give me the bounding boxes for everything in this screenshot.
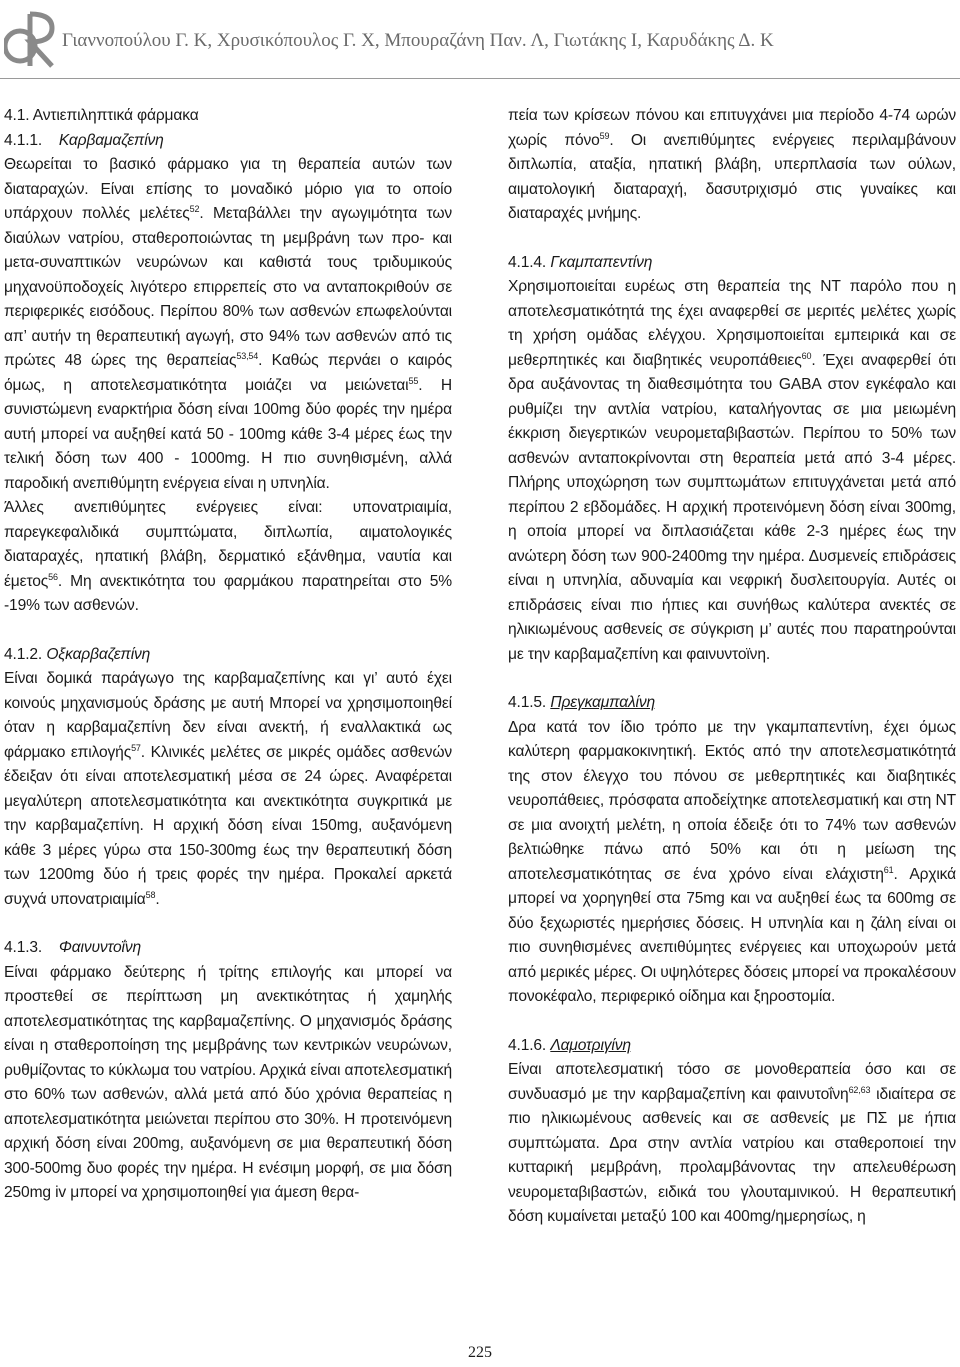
left-column: [4, 104, 452, 1206]
heading-number: 4.1.1.: [4, 131, 43, 149]
section-heading-4-1-4: [508, 251, 956, 276]
paragraph-side-effects: Άλλες ανεπιθύμητες ενέργειες είναι: υπονατριαιμία, παρεγκεφαλιδικά συμπτώματα, διπλωπία, αιματολογικές διαταραχές, ηπατική βλάβη, δερματικό εξάνθημα, ναυτία και έμετος$^{56}$. Μη ανεκτικότητα του φαρμάκου παρατηρείται στο 5% -19% των ασθενών.: [4, 499, 452, 614]
citation: 61: [883, 864, 894, 875]
citation: 52: [189, 204, 200, 214]
heading-number: 4.1.4.: [508, 253, 547, 271]
citation: 58: [145, 889, 156, 900]
citation: 57: [131, 742, 141, 753]
citation: 56: [48, 571, 58, 582]
section-heading-4-1-6: [508, 1034, 956, 1059]
section-heading-4-1: 4.1. Αντιεπιληπτικά φάρμακα: [4, 107, 199, 124]
heading-title: Γκαμπαπεντίνη: [550, 253, 653, 271]
heading-title: Οξκαρβαζεπίνη: [46, 645, 151, 663]
section-heading-4-1-3: [4, 936, 452, 961]
heading-title: Πρεγκαμπαλίνη: [550, 694, 655, 711]
paragraph-gabapentin: Χρησιμοποιείται ευρέως στη θεραπεία της ΝΤ παρόλο που η αποτελεσματικότητά της έχει αναφερθεί σε μεριτές μελέτες χωρίς τη χρήση ομάδας ελέγχου. Χρησιμοποιείται εμπειρικά και σε μεθερπητικές και διαβητικές νευροπάθειες$^{60}$. Έχει αναφερθεί ότι δρα αυξάνοντας τη διαθεσιμότητα του GABA στον εγκέφαλο και ρυθμίζει την αντλία νατρίου, καταλήγοντας σε μια μειωμένη έκκριση διεγερτικών νευρομεταβιβαστών. Περίπου το 50% των ασθενών ανταποκρίνονται στη θεραπεία μετά από 3-4 μέρες. Πλήρης υποχώρηση των συμπτωμάτων επιτυγχάνεται μετά από περίπου 2 εβδομάδες. Η αρχική προτεινόμενη δόση είναι 300mg, η οποία μπορεί να διπλασιάζεται κάθε 2-3 ημέρες έως την ανώτερη δόση των 900-2400mg την ημέρα. Δυσμενείς επιδράσεις είναι η υπνηλία, αδυναμία και νεφρική δυσλειτουργία. Αυτές οι επιδράσεις είναι πιο ήπιες και συνήθως καλύτερα ανεκτές σε ηλικιωμένους ασθενείς σε σύγκριση μ’ αυτές που παρατηρούνται με την καρβαμαζεπίνη και φαινυντοϊνη.: [508, 278, 956, 663]
paragraph-lamotrigine: Είναι αποτελεσματική τόσο σε μονοθεραπεία όσο και σε συνδυασμό με την καρβαμαζεπίνη και φαινυτοΐνη$^{62,63}$ ιδιαίτερα σε πιο ηλικιωμένους ασθενείς και σε ασθενείς με ΠΣ με ήπια συμπτώματα. Δρα στην αντλία νατρίου και σταθεροποιεί την κυτταρική μεμβράνη, προλαμβάνοντας την απελευθέρωση νευρομεταβιβαστών, ειδικά του γλουταμινικού. Η θεραπευτική δόση κυμαίνεται μεταξύ 100 και 400mg/ημερησίως, η: [508, 1061, 956, 1225]
heading-title: Φαινυντοΐνη: [58, 939, 141, 956]
page-header: [0, 0, 960, 79]
header-authors: Γιαννοπούλου Γ. Κ, Χρυσικόπουλος Γ. Χ, Μπουραζάνη Παν. Λ, Γιωτάκης Ι, Καρυδάκης Δ. Κ: [62, 30, 774, 51]
paragraph-phenytoin: Είναι φάρμακο δεύτερης ή τρίτης επιλογής και μπορεί να προστεθεί σε περίπτωση μη ανεκτικότητας ή χαμηλής αποτελεσματικότητας της καρβαμαζεπίνης. Ο μηχανισμός δράσης είναι η σταθεροποίηση της μεμβράνης των κεντρικών νευρώνων, ρυθμίζοντας το κύκλωμα του νατρίου. Αρχικά είναι αποτελεσματική στο 60% των ασθενών, αλλά μετά από δύο χρόνια θεραπείας η αποτελεσματικότητα μειώνεται περίπου στο 30%. Η προτεινόμενη αρχική δόση είναι 200mg, αυξανόμενη σε μια θεραπευτική δόση 300-500mg δυο φορές την ημέρα. Η ενέσιμη μορφή, σε μια δόση 250mg iv μπορεί να χρησιμοποιηθεί για άμεση θερα-: [4, 963, 452, 1201]
paragraph-oxcarbazepine: Είναι δομικά παράγωγο της καρβαμαζεπίνης και γι’ αυτό έχει κοινούς μηχανισμούς δράσης με αυτή Μπορεί να χρησιμοποιηθεί όταν η καρβαμαζεπίνη δεν είναι ανεκτή, ή εναλλακτικά ως φάρμακο επιλογής$^{57}$. Κλινικές μελέτες σε μικρές ομάδες ασθενών έδειξαν ότι είναι αποτελεσματική μέσα σε 24 ώρες. Αναφέρεται μεγαλύτερη αποτελεσματικότητα και ανεκτικότητα συγκριτικά με την καρβαμαζεπίνη. Η αρχική δόση είναι 150mg, αυξανόμενη κάθε 3 μέρες γύρω στα 150-300mg έως την θεραπευτική δόση των 1200mg δύο ή τρεις φορές την ημέρα. Προκαλεί αρκετά συχνά υπονατριαιμία$^{58}$.: [4, 670, 452, 908]
paragraph-pregabalin: Δρα κατά τον ίδιο τρόπο με την γκαμπαπεντίνη, έχει όμως καλύτερη φαρμακοκινητική. Εκτός από την αποτελεσματικότητά της στον έλεγχο του πόνου σε μεθερπητικές και διαβητικές νευροπάθειες, πρόσφατα αποδείχτηκε αποτελεσματική και στη ΝΤ σε μια ανοιχτή μελέτη, η οποία έδειξε ότι το 74% των ασθενών βελτιώθηκε πάνω από 50% και ότι η μείωση της αποτελεσματικότητας σε ένα χρόνο είναι ελάχιστη$^{61}$. Αρχικά μπορεί να χορηγηθεί στα 75mg και να αυξηθεί έως τα 600mg σε δύο ξεχωριστές ημερήσιες δόσεις. Η υπνηλία και η ζάλη είναι οι πιο συνηθισμένες ανεπιθύμητες ενέργειες και υποχωρούν μετά από μερικές μέρες. Οι υψηλότερες δόσεις μπορεί να προκαλέσουν πονοκέφαλο, περιφερικό οίδημα και ξηροστομία.: [508, 718, 956, 1005]
citation: 60: [801, 350, 812, 361]
page-number: 225: [468, 1344, 492, 1361]
section-heading-4-1-5: [508, 691, 956, 716]
heading-title: Λαμοτριγίνη: [550, 1036, 631, 1054]
heading-number: 4.1.3.: [4, 939, 43, 956]
citation: 59: [599, 130, 610, 141]
heading-title: Καρβαμαζεπίνη: [58, 131, 164, 149]
heading-number: 4.1.6.: [508, 1036, 547, 1054]
citation: 55: [408, 375, 419, 386]
section-heading-4-1-1: [4, 129, 452, 154]
right-column: [508, 104, 956, 1230]
paragraph-carbamazepine: Θεωρείται το βασικό φάρμακο για τη θεραπεία αυτών των διαταραχών. Είναι επίσης το μοναδικό μόριο για το οποίο υπάρχουν πολλές μελέτες$^{52}$. Μεταβάλλει την αγωγιμότητα των διαύλων νατρίου, σταθεροποιώντας τη μεμβράνη των προ- και μετα-συναπτικών νευρώνων και καθιστά τους τριδυμικούς μηχανοϋποδοχείς λιγότερο επιρρεπείς στο να ανταποκριθούν σε περιφερικές εισόδους. Περίπου 80% των ασθενών επωφελούνται απ’ αυτήν τη θεραπευτική αγωγή, στο 94% των ασθενών από τις πρώτες 48 ώρες της θεραπείας$^{53,54}$. Καθώς περνάει ο καιρός όμως, η αποτελεσματικότητα μοιάζει να μειώνεται$^{55}$. Η συνιστώμενη εναρκτήρια δόση είναι 100mg δύο φορές την ημέρα αυτή μπορεί να αυξηθεί κατά 50 - 100mg κάθε 3-4 μέρες έως την τελική δόση των 400 - 1000mg. Η πιο συνηθισμένη, αλλά παροδική ανεπιθύμητη ενέργεια είναι η υπνηλία.: [4, 156, 453, 492]
journal-logo: [4, 6, 56, 70]
paragraph-phenytoin-continued: πεία των κρίσεων πόνου και επιτυγχάνει μια περίοδο 4-74 ωρών χωρίς πόνο$^{59}$. Οι ανεπιθύμητες ενέργειες περιλαμβάνουν διπλωπία, αταξία, ηπατική βλάβη, υπερπλασία των ούλων, αιματολογική διαταραχή, δασυτριχισμό στις γυναίκες και διαταραχές μνήμης.: [508, 107, 956, 222]
citation: 53,54: [236, 351, 259, 361]
heading-number: 4.1.2.: [4, 645, 43, 663]
citation: 62,63: [848, 1084, 871, 1095]
section-heading-4-1-2: [4, 643, 452, 668]
heading-number: 4.1.5.: [508, 694, 547, 711]
